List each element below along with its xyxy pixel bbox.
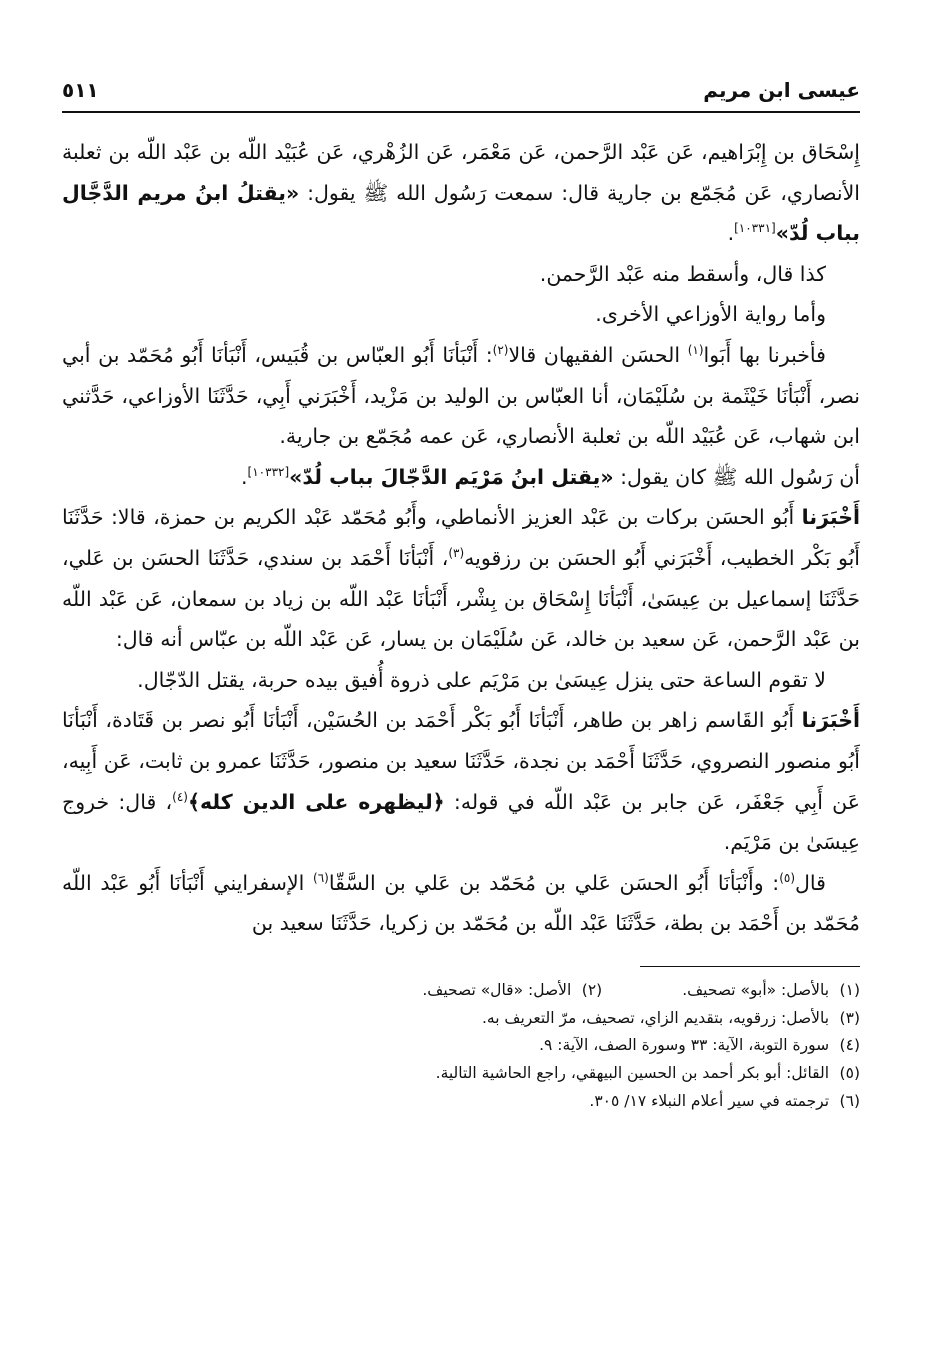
footnote-text: ترجمته في سير أعلام النبلاء ١٧/ ٣٠٥. [589,1092,830,1111]
paragraph [62,457,860,498]
paragraph-text: . [727,221,735,246]
footnote [682,977,860,1005]
paragraph [62,660,860,701]
paragraph-text: وأما رواية الأوزاعي الأخرى. [595,302,826,327]
footnote-line [62,1032,860,1060]
paragraph-text: إِسْحَاق بن إِبْرَاهيم، عَن عَبْد الرَّحمن، عَن مَعْمَر، عَن الزُهْري، عَن عُبَيْد اللّه بن عَبْد اللّه بن ثعلبة الأنصاري، عَن مُجَمّع بن جارية قال: سمعت رَسُول الله ﷺ يقول: [62,140,860,205]
footnote-reference: [١٠٣٣٢] [247,464,290,479]
emphasized-text: «يقتلُ ابنُ مريم الدَّجَّال بباب لُدّ» [62,180,860,246]
footnote-reference: (٥) [779,870,796,885]
paragraph-text: : وأَنْبَأنَا أَبُو الحسَن عَلي بن مُحَمّد بن عَلي بن السَّقّا [328,870,780,895]
paragraph-text: الحسَن الفقيهان قالا [508,342,688,367]
footnote-line [62,1060,860,1088]
main-text [62,132,860,944]
footnote-line [62,1088,860,1116]
page-header [62,70,860,110]
footnote-separator [640,966,860,967]
paragraph-text: : أَنْبَأنَا أَبُو العبّاس بن قُبَيس، أَنْبَأنَا أَبُو مُحَمّد بن أبي نصر، أَنْبَأنَا خَيْثَمة بن سُلَيْمَان، أنا العبّاس بن الوليد بن مَزْيد، أَخْبَرَني أَبِي، حَدَّثَنَا الأوزاعي، حَدَّثني ابن شهاب، عَن عُبَيْد اللّه بن ثعلبة الأنصاري، عَن عمه مُجَمّع بن جارية. [62,342,860,449]
header-rule [62,111,860,113]
footnote-number: (٦) [839,1092,860,1111]
paragraph [62,254,860,295]
emphasized-text: «يقتل ابنُ مَرْيَم الدَّجّالَ بباب لُدّ» [289,464,614,489]
paragraph [62,497,860,659]
paragraph-text: أَبُو القَاسم زاهر بن طاهر، أَنْبَأنَا أَبُو بَكْر أَحْمَد بن الحُسَيْن، أَنْبَأنَا أَبُو نصر بن قَتَادة، أَنْبَأنَا أَبُو منصور النصروي، حَدَّثَنَا أَحْمَد بن نجدة، حَدَّثَنَا سعيد بن منصور، حَدَّثَنَا عمرو بن ثابت، عَن أَبِيه، عَن أَبِي جَعْفَر، عَن جابر بن عَبْد اللّه في قوله: [62,708,860,814]
footnote-line [62,1005,860,1033]
footnote-number: (١) [839,980,860,999]
paragraph-text: ، قال: خروج عِيسَىٰ بن مَرْيَم. [62,789,860,855]
emphasized-text: أَخْبَرَنا [801,708,860,733]
paragraph-text: . [241,464,248,489]
paragraph-text: الإسفرايني أَنْبَأنَا أَبُو عَبْد اللّه مُحَمّد بن أَحْمَد بن بطة، حَدَّثَنَا عَبْد اللّه بن مُحَمّد بن زكريا، حَدَّثَنَا سعيد بن [62,870,860,936]
book-page [62,70,860,1116]
paragraph [62,132,860,254]
footnote [589,1088,860,1116]
footnote-number: (٤) [839,1036,860,1055]
footnotes [62,977,860,1116]
footnote-reference: (١) [687,343,704,358]
paragraph-text: لا تقوم الساعة حتى ينزل عِيسَىٰ بن مَرْيَم على ذروة أُفيق بيده حربة، يقتل الدّجّال. [137,667,826,692]
paragraph-text: قال [795,870,826,895]
page-number: ٥١١ [62,78,99,102]
emphasized-text: ﴿ليظهره على الدين كله﴾ [187,789,445,814]
footnote-text: بالأصل: زرقويه، بتقديم الزاي، تصحيف، مرّ التعريف به. [481,1008,830,1027]
footnote-reference: [١٠٣٣١] [734,221,776,236]
paragraph [62,335,860,457]
paragraph-text: فأخبرنا بها أَبَوا [703,342,826,367]
footnote [539,1032,860,1060]
footnote-number: (٥) [839,1064,860,1083]
footnote-text: القائل: أبو بكر أحمد بن الحسين البيهقي، راجع الحاشية التالية. [435,1064,830,1083]
footnote-number: (٣) [839,1008,860,1027]
footnote-line [62,977,860,1005]
emphasized-text: أَخْبَرَنا [801,505,860,530]
footnote-reference: (٤) [172,789,188,804]
footnote-text: بالأصل: «أبو» تصحيف. [682,980,830,999]
footnote-number: (٢) [581,980,603,999]
paragraph-text: كذا قال، وأسقط منه عَبْد الرَّحمن. [539,261,826,286]
paragraph [62,700,860,862]
footnote-reference: (٢) [492,343,509,358]
footnote-text: الأصل: «قال» تصحيف. [422,980,572,999]
running-title: عيسى ابن مريم [703,78,860,102]
paragraph [62,294,860,335]
footnote-reference: (٦) [313,870,329,885]
footnote [436,1060,860,1088]
footnote [422,977,602,1005]
paragraph [62,863,860,944]
paragraph-text: أن رَسُول الله ﷺ كان يقول: [613,464,860,489]
footnote-reference: (٣) [448,546,465,561]
paragraph-text: أَبُو الحسَن بركات بن عَبْد العزيز الأنماطي، وأَبُو مُحَمّد عَبْد الكريم بن حمزة، قالا: حَدَّثَنَا أَبُو بَكْر الخطيب، أَخْبَرَني أَبُو الحسَن بن رزقويه [62,505,861,570]
footnote [482,1005,860,1033]
paragraph-text: ، أَنْبَأنَا أَحْمَد بن سندي، حَدَّثَنَا الحسَن بن عَلي، حَدَّثَنَا إسماعيل بن عِيسَىٰ، أَنْبَأنَا إِسْحَاق بن بِشْر، أَنْبَأنَا عَبْد اللّه بن زياد بن سمعان، عَن عَبْد اللّه بن عَبْد الرَّحمن، عَن سعيد بن خالد، عَن سُلَيْمَان بن يسار، عَن عَبْد اللّه بن عبّاس أنه قال: [62,545,860,652]
footnote-text: سورة التوبة، الآية: ٣٣ وسورة الصف، الآية: ٩. [539,1036,830,1055]
